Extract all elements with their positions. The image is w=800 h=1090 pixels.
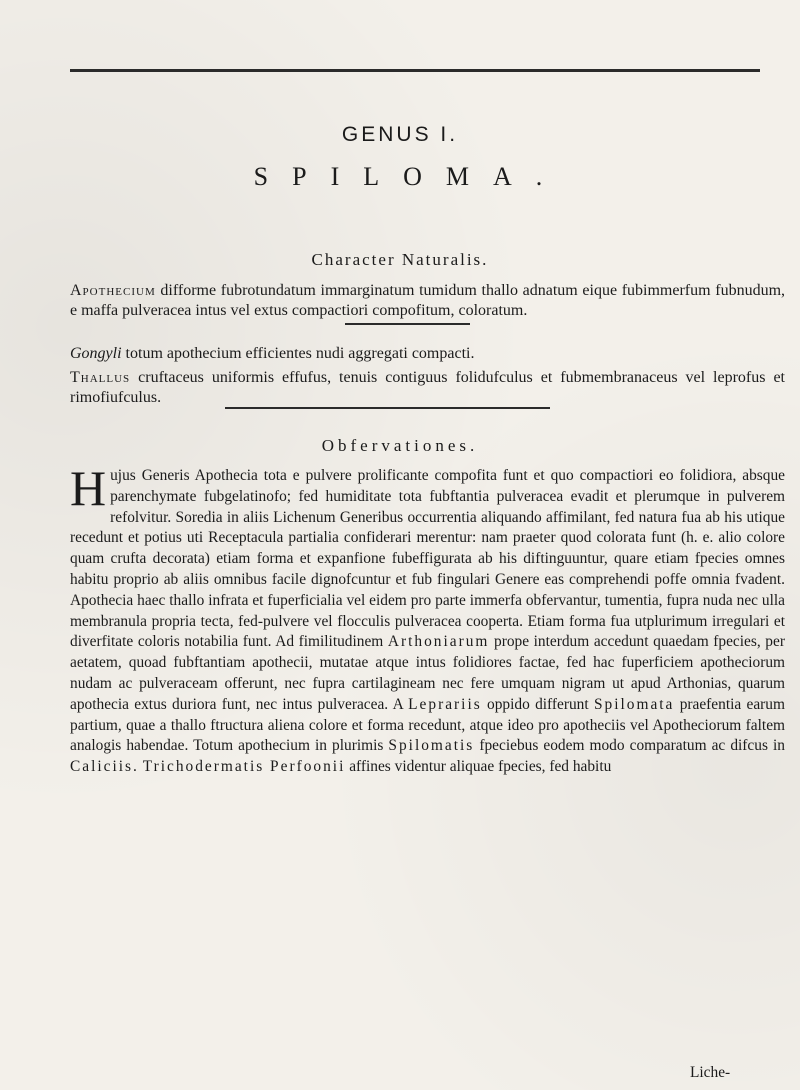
drop-cap: H bbox=[70, 460, 107, 516]
section-rule bbox=[225, 407, 550, 409]
leprariis-term: Leprariis bbox=[408, 695, 482, 713]
body-part-3: oppido differunt bbox=[487, 695, 589, 713]
genus-heading: GENUS I. bbox=[341, 123, 459, 146]
caliciis-term: Caliciis. bbox=[70, 758, 139, 776]
thallus-text: cruftaceus uniformis effufus, tenuis contiguus folidufculus et fubmembranaceus vel leprofus et rimofiufculus. bbox=[70, 369, 786, 406]
apothecium-text: difforme fubrotundatum immarginatum tumidum thallo adnatum eique fubimmerfum fubnudum, e maffa pulveracea intus vel extus compactiori compofitum, coloratum. bbox=[70, 282, 786, 319]
arthoniarum-term: Arthoniarum bbox=[387, 633, 490, 651]
observationes-body bbox=[70, 460, 785, 778]
genus-name: SPILOMA. bbox=[253, 162, 567, 191]
observationes-title: Obfervationes. bbox=[321, 436, 479, 455]
spilomatis-term: Spilomatis bbox=[388, 737, 475, 755]
thallus-head: Thallus bbox=[70, 369, 131, 386]
apothecium-head: Apothecium bbox=[70, 282, 156, 299]
catchword: Liche- bbox=[690, 1064, 731, 1081]
gongyli-entry bbox=[70, 344, 785, 364]
thallus-entry bbox=[70, 368, 785, 408]
gongyli-head: Gongyli bbox=[70, 345, 122, 362]
gongyli-text: totum apothecium efficientes nudi aggregati compacti. bbox=[125, 345, 475, 362]
body-part-4: praefentia earum partium, quae a thallo ftructura aliena colore et forma recedunt, atque ideo pro apotheciis vel Apotheciorum faltem analogis habendae. Totum apothecium in plurimis bbox=[70, 695, 785, 755]
body-part-2: prope interdum accedunt quaedam fpecies, per aetatem, quoad fubftantiam apothecii, mutatae atque intus folidiores factae, fed hac fuperficiem apotheciorum nudam ac pulveraceam offerunt, nec fupra cartilagineam nec fere umquam nigram ut apud Arthonias, quarum apothecia extus duriora funt, nec intus pulveracea. A bbox=[70, 633, 785, 713]
spilomata-term: Spilomata bbox=[593, 695, 675, 713]
trichodermatis-term: Trichodermatis Perfoonii bbox=[142, 758, 346, 776]
character-title: Character Naturalis. bbox=[311, 250, 489, 269]
top-rule bbox=[70, 69, 760, 72]
body-part-1: ujus Generis Apothecia tota e pulvere prolificante compofita funt et quo compactiori eo folidiora, absque parenchymate fubgelatinofo; fed humiditate tota fubftantia pulveracea evadit et plerumque in pulverem refolvitur. Soredia in aliis Lichenum Generibus occurrentia aliquando affimilant, fed natura fua ab his utique recedunt et potius uti Receptacula partialia confiderari merentur: nam praeter quod colorata funt (h. e. alio colore quam crufta decorata) etiam forma et expanfione fubeffigurata ab his diftinguuntur, quare etiam fpecies omnes habitu proprio ab aliis omnibus facile dignofcuntur et fub fingulari Genere eas comprehendi poffe omnia fvadent. Apothecia haec thallo infrata et fuperficialia vel eidem pro parte immerfa obfervantur, tumentia, fupra nuda nec ulla membranula propria tecta, fed-pulvere vel flocculis pulveracea cooperta. Etiam forma fua utplurimum irregulari et diverfitate coloris notabilia funt. Ad fimilitudinem bbox=[70, 467, 785, 651]
apothecium-entry bbox=[70, 281, 785, 321]
body-part-5: fpeciebus eodem modo comparatum ac difcus in bbox=[479, 737, 785, 755]
body-part-6: affines videntur aliquae fpecies, fed habitu bbox=[349, 758, 612, 776]
short-rule bbox=[345, 323, 470, 325]
